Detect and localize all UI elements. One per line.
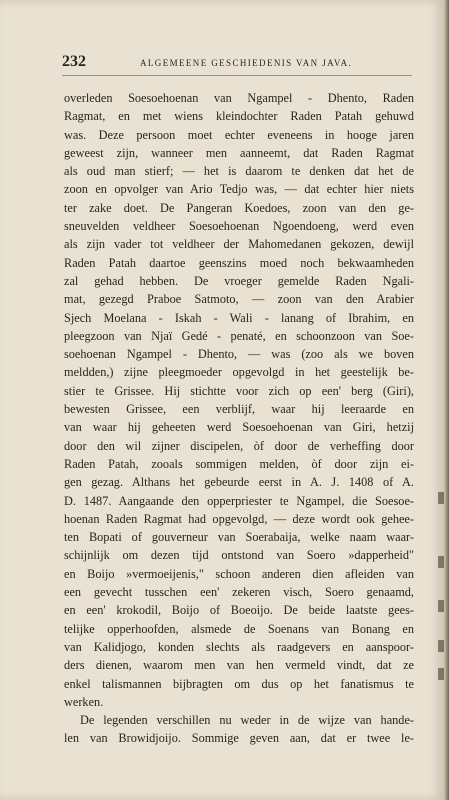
running-title: ALGEMEENE GESCHIEDENIS VAN JAVA.	[140, 58, 353, 68]
text-line: sneuvelden veldheer Soesoehoenan Ngoendoeng, werd even	[64, 219, 414, 234]
text-line: ter zake doet. De Pangeran Koedoes, zoon van den ge-	[64, 200, 414, 215]
text-line: gen gezag. Althans het gebeurde eerst in A. J. 1408 of A.	[64, 475, 414, 490]
text-line: hoenan Raden Ragmat had opgevolgd, — deze wordt ook gehee-	[64, 511, 414, 526]
text-line: schijnlijk om dezen tijd ontstond van Soero »dapperheid"	[64, 548, 414, 563]
text-line: zal gehad hebben. De vroeger gemelde Raden Ngali-	[64, 273, 414, 288]
page-number: 232	[62, 53, 86, 70]
text-line: en een' krokodil, Boijo of Boeoijo. De beide laatste gees-	[64, 603, 414, 618]
text-line: door den wil zijner discipelen, òf door de verheffing door	[64, 438, 414, 453]
text-line: pleegzoon van Njaï Gedé - penaté, en schoonzoon van Soe-	[64, 328, 414, 343]
text-line: Sjech Moelana - Iskah - Wali - lanang of Ibrahim, en	[64, 310, 414, 325]
text-line: en Boijo »vermoeijenis," schoon anderen dien afleiden van	[64, 566, 414, 581]
text-line: als zijn vader tot veldheer der Mahomedanen gekozen, dewijl	[64, 237, 414, 252]
text-line: bewesten Grissee, een verblijf, waar hij leeraarde en	[64, 402, 414, 417]
text-line: soehoenan Ngampel - Dhento, — was (zoo als we boven	[64, 347, 414, 362]
text-line: zoon en opvolger van Ario Tedjo was, — dat echter hier niets	[64, 182, 414, 197]
text-line: geweest zijn, wanneer men aanneemt, dat Raden Ragmat	[64, 145, 414, 160]
header-rule	[62, 75, 412, 76]
text-line: ten Bopati of gouverneur van Soerabaija, welke naam waar-	[64, 530, 414, 545]
body-text	[64, 89, 414, 748]
text-line: telijke opperhoofden, alsmede de Soenans van Bonang en	[64, 621, 414, 636]
text-line: van Kalidjogo, konden slechts als raadgevers en aanspoor-	[64, 639, 414, 654]
text-line: len van Browidjoijo. Sommige geven aan, dat er twee le-	[64, 731, 414, 746]
text-line: mat, gezegd Praboe Satmoto, — zoon van den Arabier	[64, 292, 414, 307]
text-line: stier te Grissee. Hij stichtte voor zich op een' berg (Giri),	[64, 383, 414, 398]
text-line: Ragmat, en met wiens kleindochter Raden Patah gehuwd	[64, 109, 414, 124]
text-line: Raden Patah daartoe geenszins moed noch bekwaamheden	[64, 255, 414, 270]
text-line: van waar hij geheeten werd Soesoehoenan van Giri, hetzij	[64, 420, 414, 435]
text-line: enkel talismannen bijbragten om dus op het fanatismus te	[64, 676, 414, 691]
text-line: als oud man stierf; — het is daarom te denken dat het de	[64, 164, 414, 179]
text-line: ders dienen, waarom men van hen vermeld vindt, dat ze	[64, 658, 414, 673]
text-line: overleden Soesoehoenan van Ngampel - Dhento, Raden	[64, 91, 414, 105]
text-line: was. Deze persoon moet echter eveneens in hooge jaren	[64, 127, 414, 142]
text-line: De legenden verschillen nu weder in de wijze van hande-	[80, 713, 414, 728]
text-line: een gevecht tusschen een' zekeren visch, Soero genaamd,	[64, 585, 414, 600]
text-line: werken.	[64, 694, 104, 709]
text-line: Raden Patah, zooals sommigen melden, òf door zijn ei-	[64, 456, 414, 471]
text-line: meldden,) zijne pleegmoeder opgevolgd in het geestelijk be-	[64, 365, 414, 380]
page-edge-shadow	[444, 0, 449, 800]
text-line: D. 1487. Aangaande den opperpriester te Ngampel, die Soesoe-	[64, 493, 414, 508]
page-header	[62, 53, 412, 73]
